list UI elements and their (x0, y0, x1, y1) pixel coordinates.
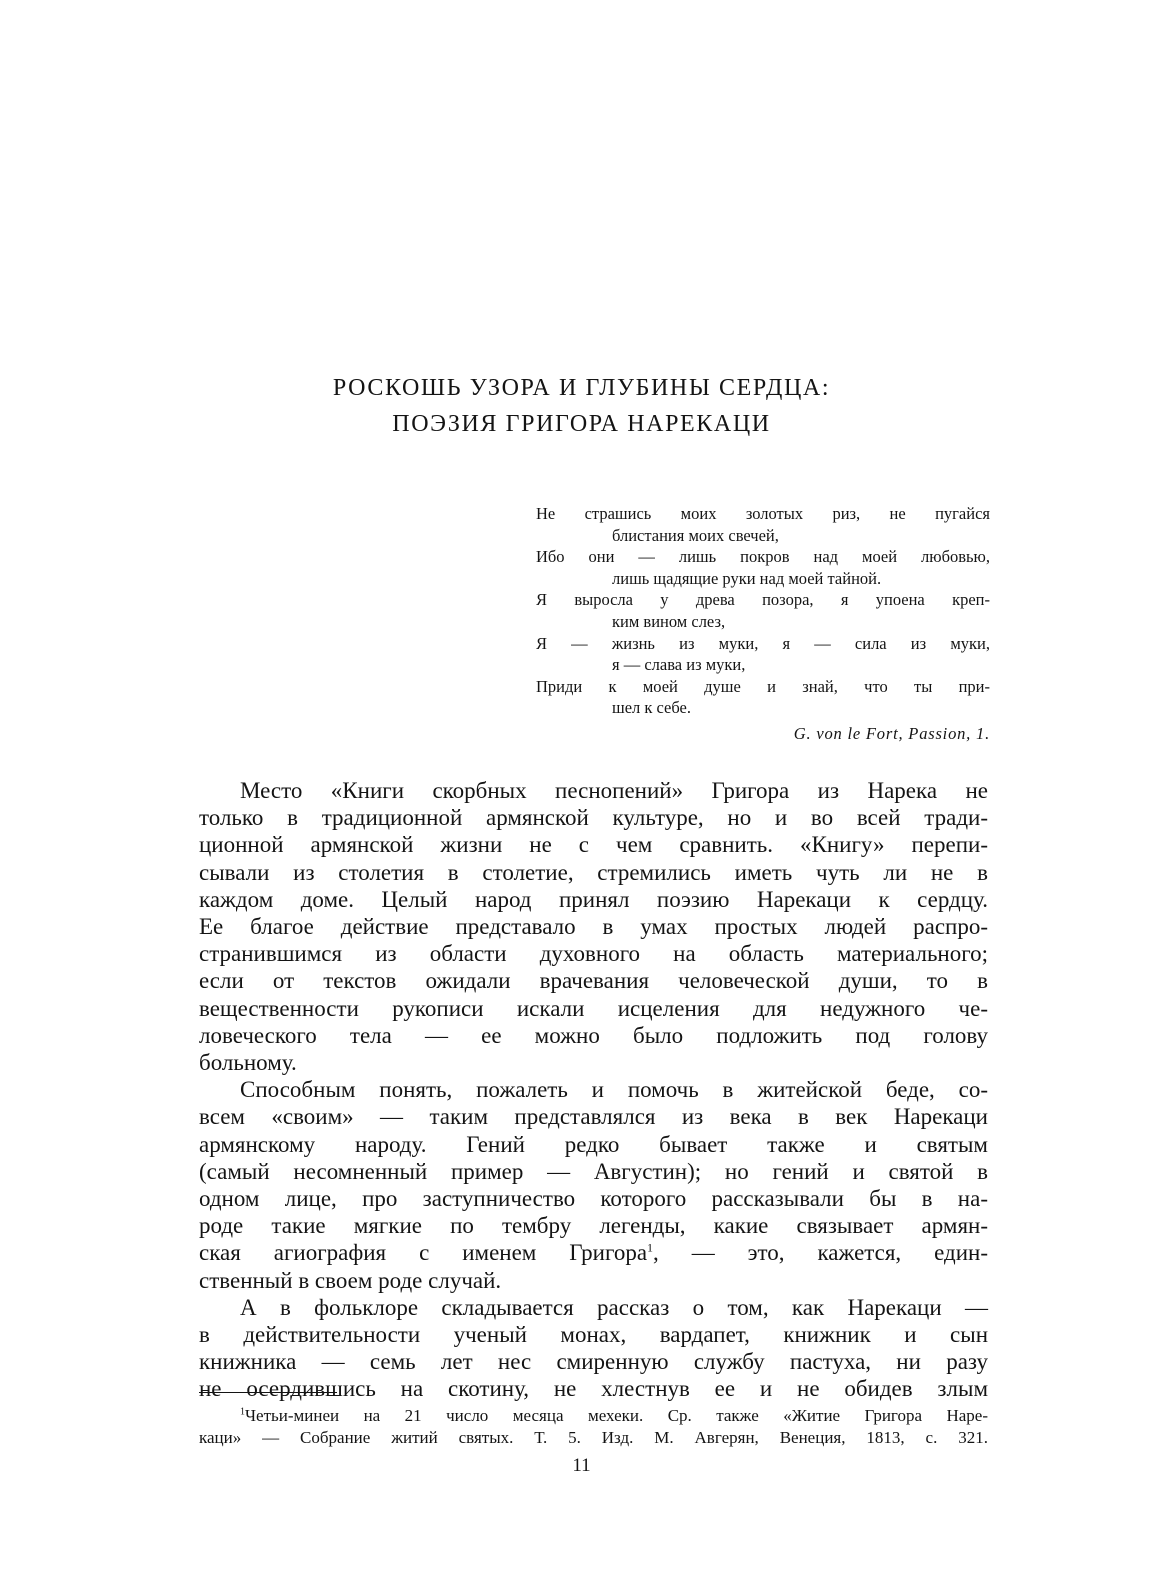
text-line: (самый несомненный пример — Августин); но гений и святой в (199, 1158, 988, 1184)
chapter-title-line-2: ПОЭЗИЯ ГРИГОРА НАРЕКАЦИ (392, 411, 771, 437)
footnote-line: каци» — Собрание житий святых. Т. 5. Изд. М. Авгерян, Венеция, 1813, с. 321. (199, 1428, 988, 1447)
footnote-line (199, 1405, 988, 1427)
text-line: только в традиционной армянской культуре, но и во всей тради- (199, 805, 988, 831)
text-line: армянскому народу. Гений редко бывает также и святым (199, 1131, 988, 1157)
chapter-title-line-1: РОСКОШЬ УЗОРА И ГЛУБИНЫ СЕРДЦА: (332, 375, 831, 401)
footnote-divider (199, 1392, 337, 1393)
text-line: сывали из столетия в столетие, стремились иметь чуть ли не в (199, 859, 988, 885)
text-line: не осердившись на скотину, не хлестнув ее и не обидев злым (199, 1376, 988, 1402)
footnote-marker: 1 (240, 1406, 245, 1418)
text-line: вещественности рукописи искали исцеления для недужного че- (199, 995, 988, 1021)
text-segment: ская агиография с именем Григора (199, 1240, 648, 1266)
text-segment: , — это, кажется, един- (653, 1240, 988, 1266)
epigraph-line: ким вином слез, (612, 611, 726, 631)
text-line-with-footnote (199, 1239, 988, 1266)
epigraph-line: лишь щадящие руки над моей тайной. (612, 568, 882, 588)
epigraph-line: Я выросла у древа позора, я упоена креп- (536, 590, 990, 610)
body-text (199, 777, 988, 1403)
footnote (199, 1405, 988, 1449)
paragraph-3 (199, 1294, 988, 1403)
text-line: странившимся из области духовного на область материального; (199, 941, 988, 967)
epigraph-line: шел к себе. (612, 698, 692, 718)
text-line: роде такие мягкие по тембру легенды, какие связывает армян- (199, 1213, 988, 1239)
text-line: Способным понять, пожалеть и помочь в житейской беде, со- (240, 1077, 988, 1103)
text-line: ственный в своем роде случай. (199, 1267, 502, 1293)
paragraph-2 (199, 1076, 988, 1294)
epigraph-source: G. von le Fort, Passion, 1. (793, 723, 990, 743)
text-line: больному. (199, 1050, 297, 1076)
text-line: каждом доме. Целый народ принял поэзию Нарекаци к сердцу. (199, 886, 988, 912)
text-line: в действительности ученый монах, вардапет, книжник и сын (199, 1322, 988, 1348)
epigraph-line: блистания моих свечей, (612, 525, 779, 545)
epigraph-line: Я — жизнь из муки, я — сила из муки, (536, 633, 990, 653)
epigraph-line: Не страшись моих золотых риз, не пугайся (536, 504, 990, 523)
footnote-reference[interactable]: 1 (647, 1240, 654, 1255)
epigraph (536, 503, 990, 745)
text-line: Ее благое действие представало в умах простых людей распро- (199, 914, 988, 940)
epigraph-line: я — слава из муки, (612, 655, 746, 675)
footnote-text: Четьи-минеи на 21 число месяца мехеки. Ср. также «Житие Григора Наре- (245, 1406, 988, 1425)
page-number: 11 (572, 1455, 591, 1476)
text-line: книжника — семь лет нес смиренную службу пастуха, ни разу (199, 1349, 988, 1375)
text-line: ловеческого тела — ее можно было подложить под голову (199, 1022, 988, 1048)
text-line: А в фольклоре складывается рассказ о том, как Нарекаци — (240, 1294, 988, 1320)
text-line: если от текстов ожидали врачевания человеческой души, то в (199, 968, 988, 994)
text-line: ционной армянской жизни не с чем сравнить. «Книгу» перепи- (199, 832, 988, 858)
chapter-title (0, 370, 1163, 442)
text-line: Место «Книги скорбных песнопений» Григора из Нарека не (240, 778, 988, 803)
text-line: всем «своим» — таким представлялся из века в век Нарекаци (199, 1104, 988, 1130)
epigraph-line: Приди к моей душе и знай, что ты при- (536, 676, 990, 696)
paragraph-1 (199, 777, 988, 1076)
text-line: одном лице, про заступничество которого рассказывали бы в на- (199, 1186, 988, 1212)
epigraph-line: Ибо они — лишь покров над моей любовью, (536, 547, 990, 567)
